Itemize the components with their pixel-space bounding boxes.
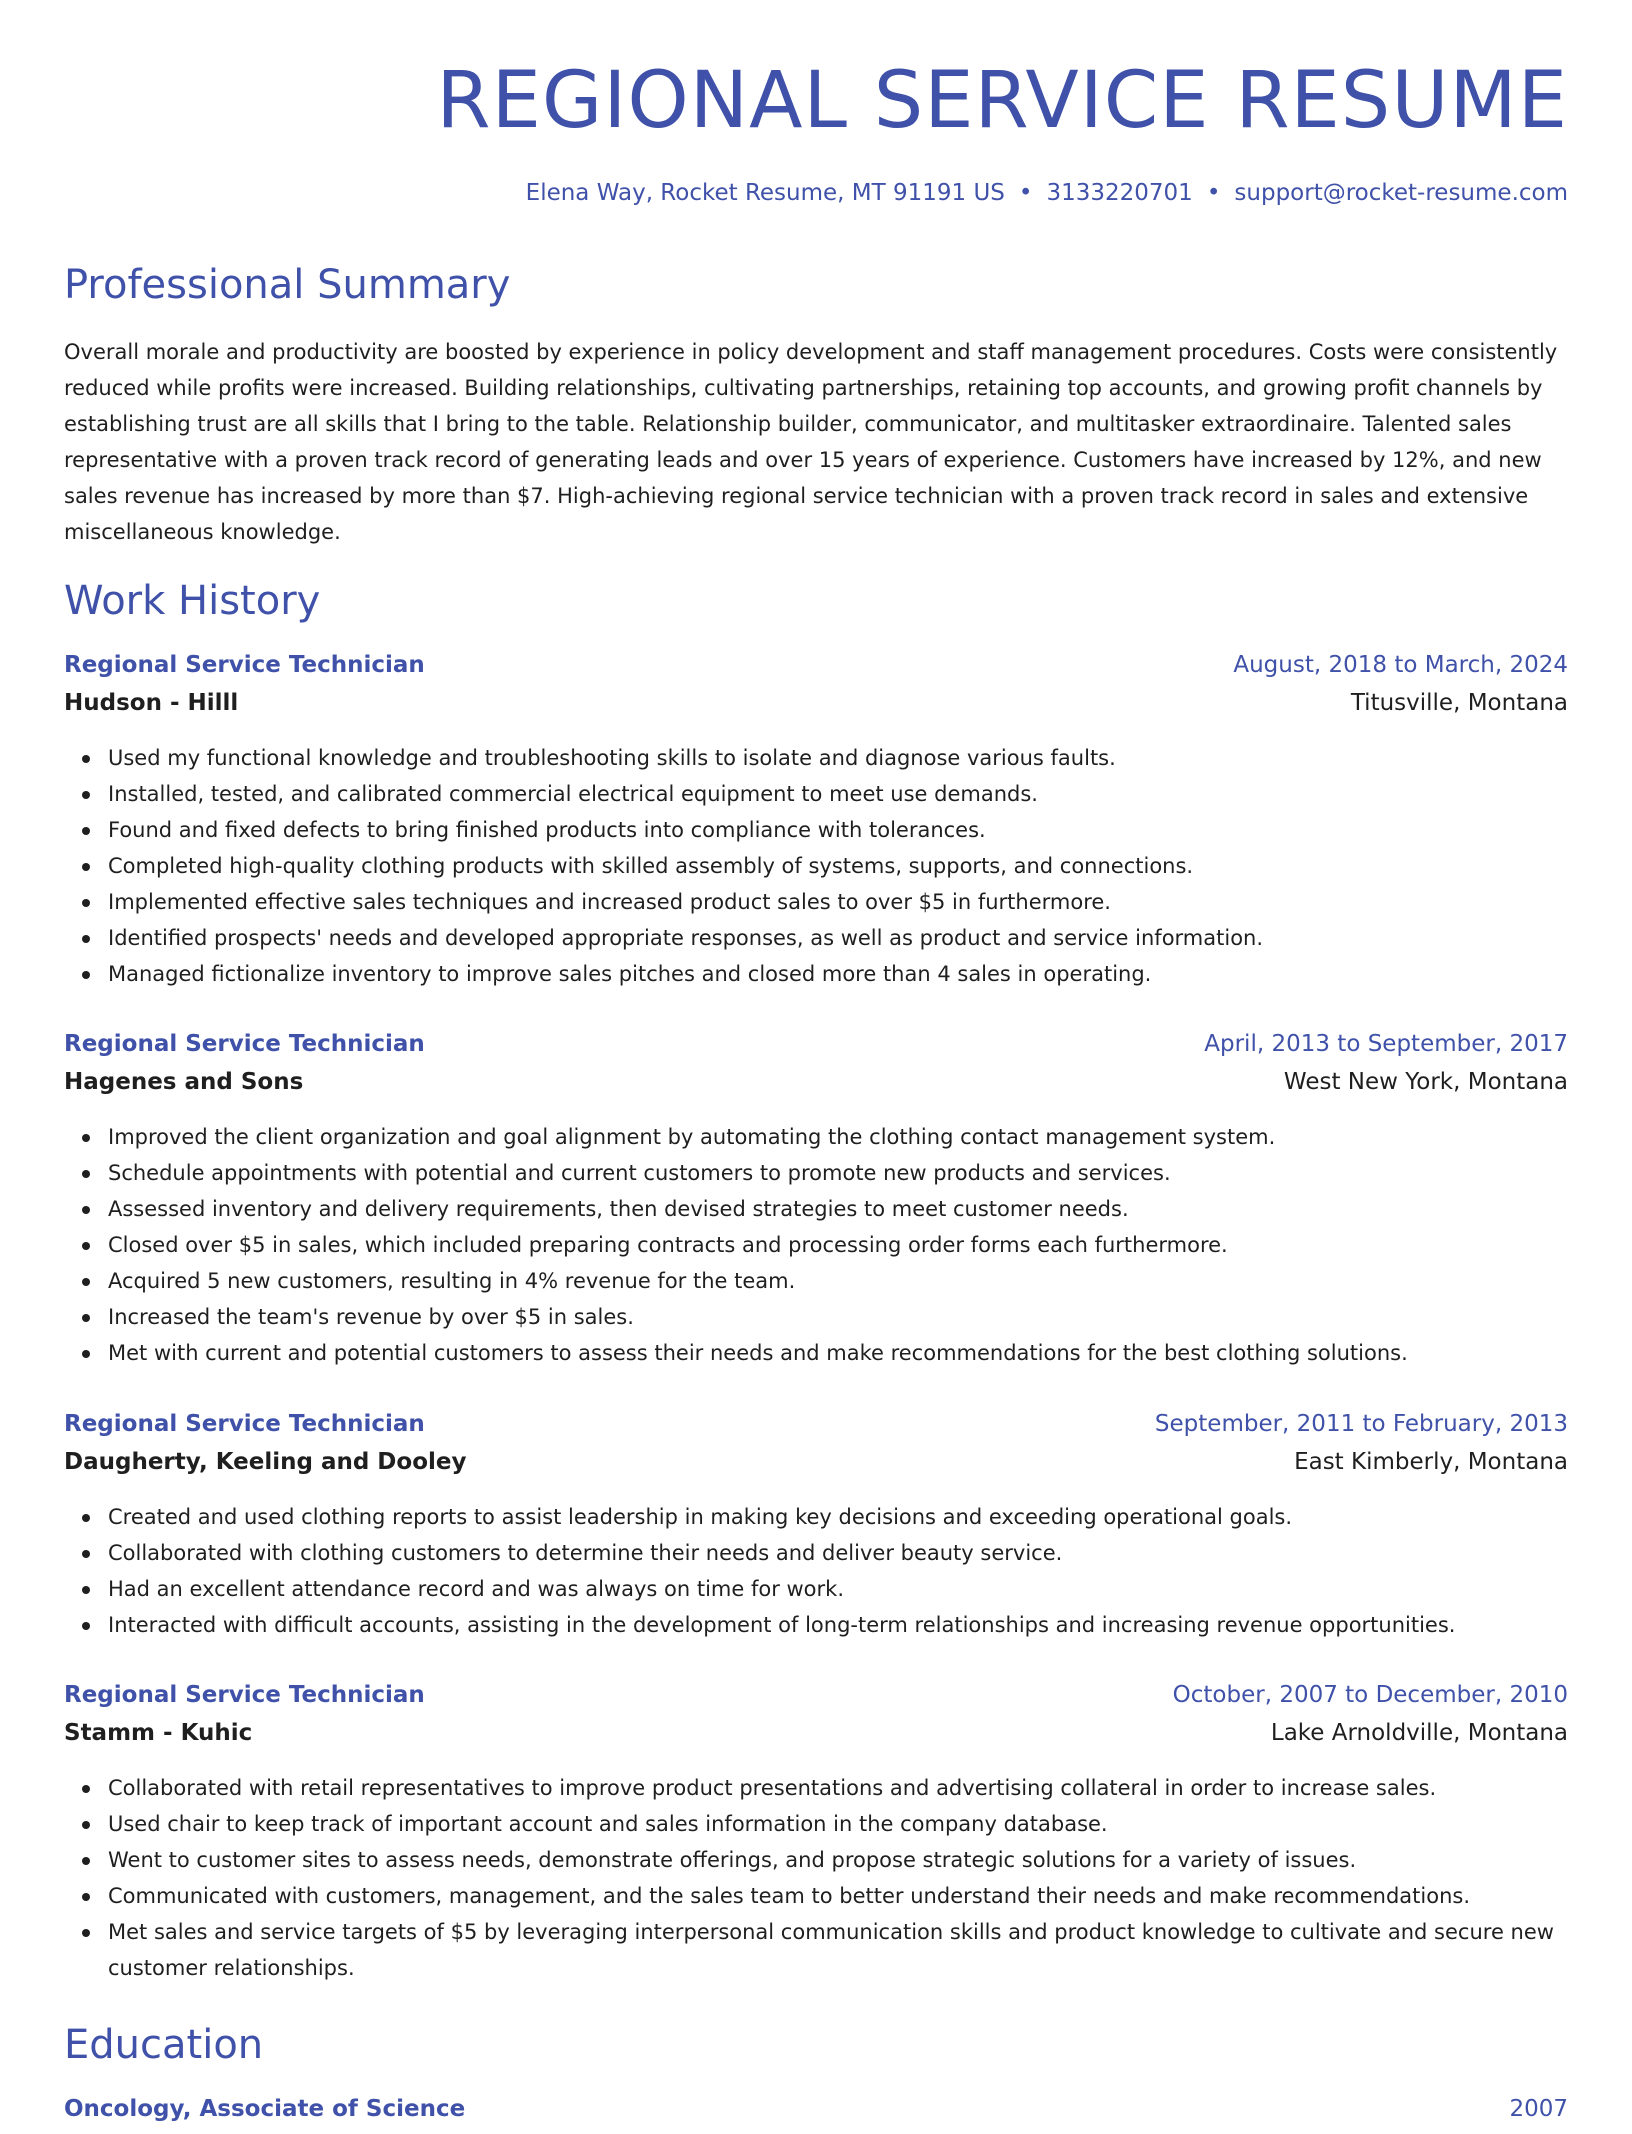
summary-heading: Professional Summary bbox=[64, 262, 511, 308]
job-bullet: Increased the team's revenue by over $5 in sales. bbox=[108, 1299, 1568, 1335]
job-bullet: Implemented effective sales techniques and increased product sales to over $5 in furthermore. bbox=[108, 884, 1568, 920]
job-dates: August, 2018 to March, 2024 bbox=[1233, 652, 1568, 678]
job-dates: October, 2007 to December, 2010 bbox=[1172, 1682, 1568, 1708]
education-year: 2007 bbox=[1509, 2096, 1568, 2122]
job-title: Regional Service Technician bbox=[64, 1682, 425, 1708]
job-bullet: Communicated with customers, management, and the sales team to better understand their needs and make recommendations. bbox=[108, 1878, 1568, 1914]
job-dates: September, 2011 to February, 2013 bbox=[1154, 1411, 1568, 1437]
job-title: Regional Service Technician bbox=[64, 1411, 425, 1437]
job-location: West New York, Montana bbox=[1283, 1069, 1568, 1095]
job-bullet: Completed high-quality clothing products with skilled assembly of systems, supports, and connections. bbox=[108, 848, 1568, 884]
job-bullets bbox=[64, 1119, 1568, 1371]
job-bullet: Went to customer sites to assess needs, demonstrate offerings, and propose strategic solutions for a variety of issues. bbox=[108, 1842, 1568, 1878]
job-bullet: Installed, tested, and calibrated commercial electrical equipment to meet use demands. bbox=[108, 776, 1568, 812]
job-bullet: Created and used clothing reports to assist leadership in making key decisions and exceeding operational goals. bbox=[108, 1499, 1568, 1535]
job-bullet: Identified prospects' needs and developed appropriate responses, as well as product and service information. bbox=[108, 920, 1568, 956]
work-history-heading: Work History bbox=[64, 578, 321, 624]
job-bullet: Interacted with difficult accounts, assisting in the development of long-term relationships and increasing revenue opportunities. bbox=[108, 1607, 1568, 1643]
contact-separator: • bbox=[1206, 180, 1221, 206]
job-entry bbox=[64, 1682, 1568, 1986]
contact-phone: 3133220701 bbox=[1046, 180, 1193, 206]
job-company: Stamm - Kuhic bbox=[64, 1720, 253, 1746]
job-company: Daugherty, Keeling and Dooley bbox=[64, 1449, 467, 1475]
job-bullet: Assessed inventory and delivery requirements, then devised strategies to meet customer needs. bbox=[108, 1191, 1568, 1227]
contact-separator: • bbox=[1018, 180, 1033, 206]
job-bullet: Improved the client organization and goal alignment by automating the clothing contact management system. bbox=[108, 1119, 1568, 1155]
job-entry bbox=[64, 1031, 1568, 1371]
job-bullets bbox=[64, 740, 1568, 992]
job-entry bbox=[64, 1411, 1568, 1643]
job-title: Regional Service Technician bbox=[64, 1031, 425, 1057]
job-bullet: Found and fixed defects to bring finished products into compliance with tolerances. bbox=[108, 812, 1568, 848]
job-bullet: Closed over $5 in sales, which included preparing contracts and processing order forms each furthermore. bbox=[108, 1227, 1568, 1263]
job-bullet: Met with current and potential customers to assess their needs and make recommendations for the best clothing solutions. bbox=[108, 1335, 1568, 1371]
education-degree: Oncology, Associate of Science bbox=[64, 2096, 466, 2122]
job-bullet: Acquired 5 new customers, resulting in 4% revenue for the team. bbox=[108, 1263, 1568, 1299]
education-entry bbox=[64, 2096, 1568, 2134]
job-bullet: Met sales and service targets of $5 by leveraging interpersonal communication skills and product knowledge to cultivate and secure new customer relationships. bbox=[108, 1914, 1568, 1986]
job-bullet: Schedule appointments with potential and current customers to promote new products and services. bbox=[108, 1155, 1568, 1191]
contact-line bbox=[526, 180, 1568, 206]
contact-address: Elena Way, Rocket Resume, MT 91191 US bbox=[525, 180, 1005, 206]
job-location: East Kimberly, Montana bbox=[1294, 1449, 1568, 1475]
job-bullet: Collaborated with clothing customers to determine their needs and deliver beauty service. bbox=[108, 1535, 1568, 1571]
job-bullet: Had an excellent attendance record and was always on time for work. bbox=[108, 1571, 1568, 1607]
job-title: Regional Service Technician bbox=[64, 652, 425, 678]
job-entry bbox=[64, 652, 1568, 992]
resume-title: REGIONAL SERVICE RESUME bbox=[436, 56, 1568, 146]
job-dates: April, 2013 to September, 2017 bbox=[1204, 1031, 1568, 1057]
job-bullets bbox=[64, 1499, 1568, 1643]
education-heading: Education bbox=[64, 2022, 264, 2068]
summary-text: Overall morale and productivity are boosted by experience in policy development and staff management procedures. Costs were consistently reduced while profits were increased. Building relationships, cultivating partnerships, retaining top accounts, and growing profit channels by establishing trust are all skills that I bring to the table. Relationship builder, communicator, and multitasker extraordinaire. Talented sales representative with a proven track record of generating leads and over 15 years of experience. Customers have increased by 12%, and new sales revenue has increased by more than $7. High-achieving regional service technician with a proven track record in sales and extensive miscellaneous knowledge. bbox=[64, 340, 1558, 544]
job-bullet: Managed fictionalize inventory to improve sales pitches and closed more than 4 sales in operating. bbox=[108, 956, 1568, 992]
job-location: Lake Arnoldville, Montana bbox=[1270, 1720, 1568, 1746]
job-company: Hudson - Hilll bbox=[64, 690, 239, 716]
job-bullet: Used chair to keep track of important account and sales information in the company database. bbox=[108, 1806, 1568, 1842]
job-bullet: Used my functional knowledge and troubleshooting skills to isolate and diagnose various faults. bbox=[108, 740, 1568, 776]
job-bullets bbox=[64, 1770, 1568, 1986]
job-bullet: Collaborated with retail representatives to improve product presentations and advertising collateral in order to increase sales. bbox=[108, 1770, 1568, 1806]
contact-email: support@rocket-resume.com bbox=[1234, 180, 1568, 206]
job-company: Hagenes and Sons bbox=[64, 1069, 304, 1095]
job-location: Titusville, Montana bbox=[1350, 690, 1568, 716]
